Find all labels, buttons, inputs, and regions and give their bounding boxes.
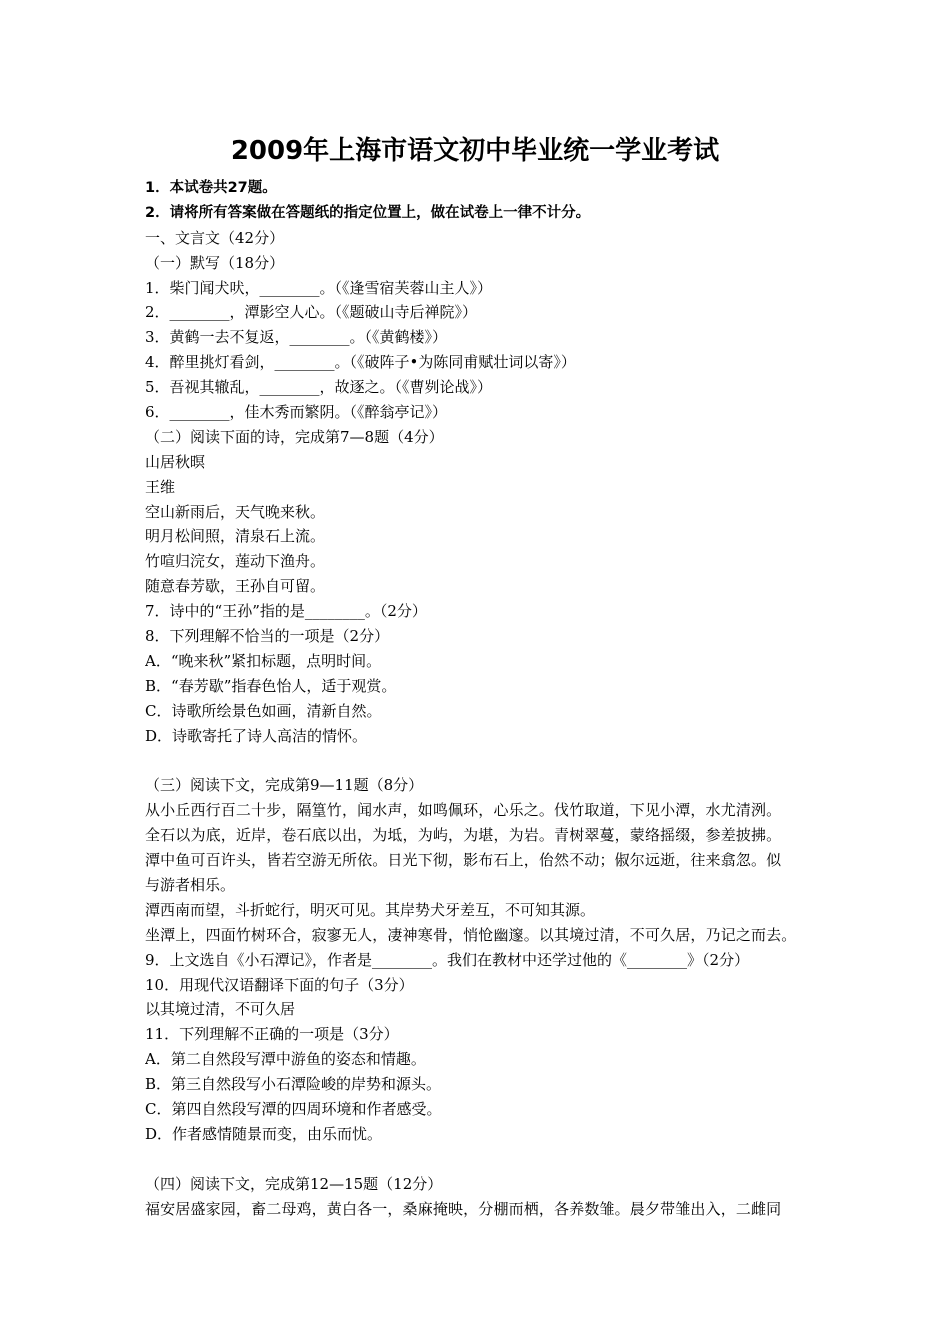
option-line: C．诗歌所绘景色如画，清新自然。 <box>145 701 382 720</box>
question-line: 8．下列理解不恰当的一项是（2分） <box>145 627 390 646</box>
option-line: B．第三自然段写小石潭险峻的岸势和源头。 <box>145 1075 442 1094</box>
exam-note: 2．请将所有答案做在答题纸的指定位置上，做在试卷上一律不计分。 <box>145 204 591 221</box>
option-line: D．作者感情随景而变，由乐而忧。 <box>145 1124 383 1143</box>
question-line: 以其境过清，不可久居 <box>145 1000 296 1019</box>
poem-line: 空山新雨后，天气晚来秋。 <box>145 502 326 521</box>
option-line: A．第二自然段写潭中游鱼的姿态和情趣。 <box>145 1050 426 1069</box>
question-line: 6．________，佳木秀而繁阴。（《醉翁亭记》） <box>145 403 448 422</box>
question-line: 9．上文选自《小石潭记》，作者是________。我们在教材中还学过他的《________》（2分） <box>145 950 750 969</box>
option-line: A．“晚来秋”紧扣标题，点明时间。 <box>145 651 382 670</box>
part-heading: （一）默写（18分） <box>145 253 285 272</box>
poem-author: 王维 <box>145 477 176 496</box>
passage-line: 从小丘西行百二十步，隔篁竹，闻水声，如鸣佩环，心乐之。伐竹取道，下见小潭，水尤清洌。 <box>145 801 782 820</box>
poem-line: 随意春芳歇，王孙自可留。 <box>145 577 326 596</box>
question-line: 5．吾视其辙乱，________，故逐之。（《曹刿论战》） <box>145 378 493 397</box>
passage-line: 与游者相乐。 <box>145 875 236 894</box>
passage-line: 潭中鱼可百许头，皆若空游无所依。日光下彻，影布石上，佁然不动；俶尔远逝，往来翕忽。似 <box>145 851 782 870</box>
passage-line: 福安居盛家园，畜二母鸡，黄白各一，桑麻掩映，分棚而栖，各养数雏。晨夕带雏出入，二雌同 <box>145 1199 782 1218</box>
passage-line: 坐潭上，四面竹树环合，寂寥无人，凄神寒骨，悄怆幽邃。以其境过清，不可久居，乃记之而去。 <box>145 925 797 944</box>
question-line: 4．醉里挑灯看剑，________。（《破阵子•为陈同甫赋壮词以寄》） <box>145 353 576 372</box>
poem-line: 明月松间照，清泉石上流。 <box>145 527 326 546</box>
exam-title: 2009年上海市语文初中毕业统一学业考试 <box>230 136 720 166</box>
option-line: D．诗歌寄托了诗人高洁的情怀。 <box>145 726 368 745</box>
option-line: C．第四自然段写潭的四周环境和作者感受。 <box>145 1099 442 1118</box>
passage-line: 全石以为底，近岸，卷石底以出，为坻，为屿，为堪，为岩。青树翠蔓，蒙络摇缀，参差披拂。 <box>145 826 782 845</box>
question-line: 2．________，潭影空人心。（《题破山寺后禅院》） <box>145 303 478 322</box>
exam-content <box>145 176 825 1221</box>
poem-title: 山居秋暝 <box>145 452 206 471</box>
exam-note: 1．本试卷共27题。 <box>145 180 277 196</box>
question-line: 10．用现代汉语翻译下面的句子（3分） <box>145 975 414 994</box>
blank-line <box>145 1147 825 1172</box>
part-heading: （三）阅读下文，完成第9—11题（8分） <box>145 776 424 795</box>
question-line: 7．诗中的“王孙”指的是________。（2分） <box>145 602 427 621</box>
passage-line: 潭西南而望，斗折蛇行，明灭可见。其岸势犬牙差互，不可知其源。 <box>145 900 596 919</box>
poem-line: 竹喧归浣女，莲动下渔舟。 <box>145 552 326 571</box>
question-line: 1．柴门闻犬吠，________。（《逢雪宿芙蓉山主人》） <box>145 278 493 297</box>
section-heading: 一、文言文（42分） <box>145 228 285 247</box>
part-heading: （四）阅读下文，完成第12—15题（12分） <box>145 1174 443 1193</box>
question-line: 11．下列理解不正确的一项是（3分） <box>145 1025 399 1044</box>
part-heading: （二）阅读下面的诗，完成第7—8题（4分） <box>145 427 444 446</box>
option-line: B．“春芳歇”指春色怡人，适于观赏。 <box>145 676 397 695</box>
question-line: 3．黄鹤一去不复返，________。（《黄鹤楼》） <box>145 328 448 347</box>
blank-line <box>145 748 825 773</box>
